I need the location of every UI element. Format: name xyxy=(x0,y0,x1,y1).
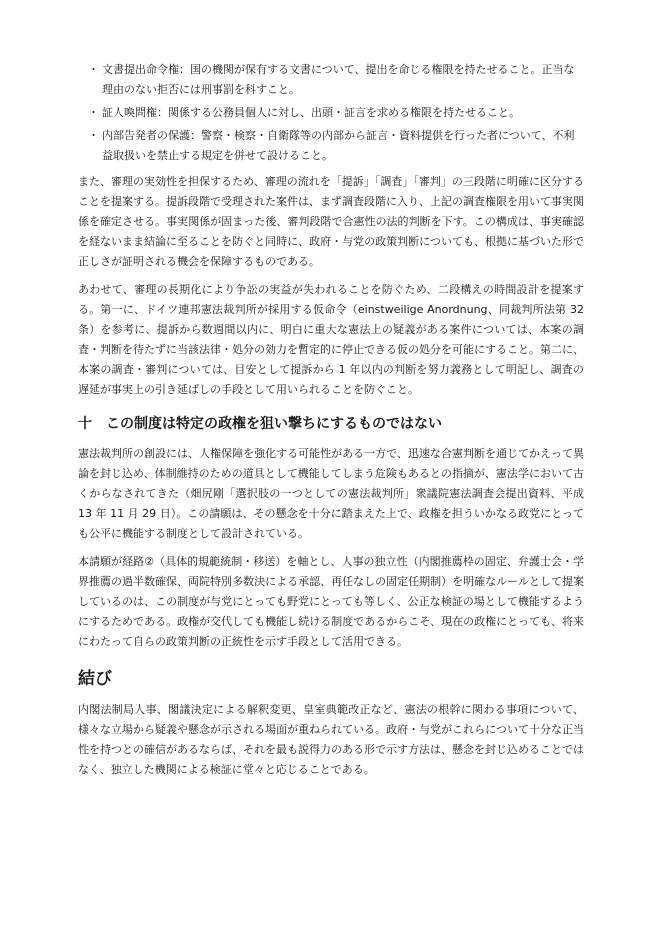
paragraph: また、審理の実効性を担保するため、審理の流れを「提訴」「調査」「審判」の三段階に明確に区分することを提案する。提訴段階で受理された案件は、まず調査段階に入り、上記の調査権限を用いて事実関係を確定させる。事実関係が固まった後、審判段階で合憲性の法的判断を下す。この構成は、事実確認を経ないまま結論に至ることを防ぐと同時に、政府・与党の政策判断についても、根拠に基づいた形で正しさが証明される機会を保障するものである。 xyxy=(78,175,584,268)
bullet-mark: ・ xyxy=(88,129,99,142)
bullet-mark: ・ xyxy=(88,63,99,76)
list-item-text: 内部告発者の保護：警察・検察・自衛隊等の内部から証言・資料提供を行った者について、不利益取扱いを禁止する規定を併せて設けること。 xyxy=(102,129,575,162)
list-item xyxy=(78,126,584,166)
bullet-mark: ・ xyxy=(88,106,99,119)
list-item xyxy=(78,103,584,123)
paragraph: あわせて、審理の長期化により争訟の実益が失われることを防ぐため、二段構えの時間設計を提案する。第一に、ドイツ連邦憲法裁判所が採用する仮命令（einstweilige Anordnung、同裁判所法第 32 条）を参考に、提訴から数週間以内に、明白に重大な憲法上の疑義がある案件については、本案の調査・判断を待たずに当該法律・処分の効力を暫定的に停止できる仮の処分を可能にすること。第二に、本案の調査・審判については、目安として提訴から 1 年以内の判断を努力義務として明記し、調査の遅延が事実上の引き延ばしの手段として用いられることを防ぐこと。 xyxy=(78,283,584,396)
paragraph: 内閣法制局人事、閣議決定による解釈変更、皇室典範改正など、憲法の根幹に関わる事項について、様々な立場から疑義や懸念が示される場面が重ねられている。政府・与党がこれらについて十分な正当性を持つとの確信があるならば、それを最も説得力のある形で示す方法は、懸念を封じ込めることではなく、独立した機関による検証に堂々と応じることである。 xyxy=(78,703,584,776)
authority-list xyxy=(78,60,584,166)
document-page xyxy=(78,60,584,788)
paragraph: 憲法裁判所の創設には、人権保障を強化する可能性がある一方で、迅速な合憲判断を通じてかえって異論を封じ込め、体制維持のための道具として機能してしまう危険もあるとの指摘が、憲法学において古くからなされてきた（畑尻剛「選択肢の一つとしての憲法裁判所」衆議院憲法調査会提出資料、平成 13 年 11 月 29 日）。この請願は、その懸念を十分に踏まえた上で、政権を担ういかなる政党にとっても公平に機能する制度として設計されている。 xyxy=(78,447,584,540)
list-item xyxy=(78,60,584,100)
paragraph: 本請願が経路②（具体的規範統制・移送）を軸とし、人事の独立性（内閣推薦枠の固定、弁護士会・学界推薦の過半数確保、両院特別多数決による承認、再任なしの固定任期制）を明確なルールとして提案しているのは、この制度が与党にとっても野党にとっても等しく、公正な検証の場として機能するようにするためである。政権が交代しても機能し続ける制度であるからこそ、現在の政権にとっても、将来にわたって自らの政策判断の正統性を示す手段として活用できる。 xyxy=(78,555,584,648)
list-item-text: 文書提出命令権：国の機関が保有する文書について、提出を命じる権限を持たせること。正当な理由のない拒否には刑事罰を科すこと。 xyxy=(102,63,575,96)
closing-heading: 結び xyxy=(78,669,112,689)
section-heading: 十 この制度は特定の政権を狙い撃ちにするものではない xyxy=(78,416,442,432)
list-item-text: 証人喚問権：関係する公務員個人に対し、出頭・証言を求める権限を持たせること。 xyxy=(102,106,520,119)
